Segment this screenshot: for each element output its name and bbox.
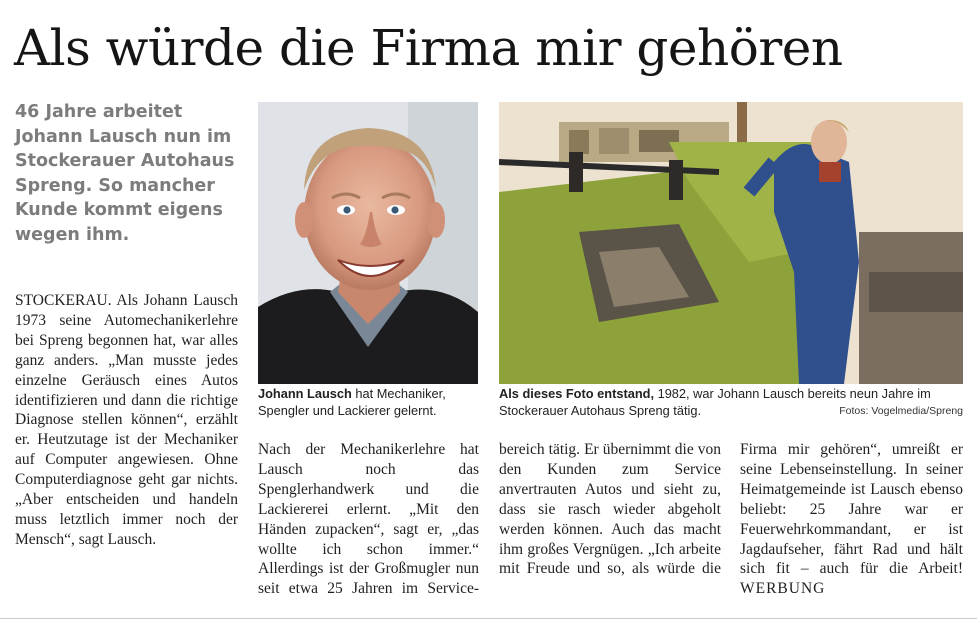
advertisement-tag: WERBUNG (740, 580, 826, 598)
article-column-1 (15, 291, 238, 550)
column-3-text: bereich tätig. Er übernimmt die von den Kunden zum Service anvertrauten Autos und sieht zu, dass sie rasch wieder abgeholt werden können. Auch das macht ihm großes Vergnügen. „Ich arbeite mit Freude und so, als würde die (499, 441, 721, 578)
caption-1-bold: Johann Lausch (258, 386, 352, 401)
caption-1-text: hat Mechaniker, Spengler und Lackierer gelernt. (258, 386, 446, 418)
headline: Als würde die Firma mir gehören (14, 19, 843, 77)
column-4-body: Firma mir gehören“, umreißt er seine Lebenseinstellung. In seiner Heimatgemeinde ist Lausch ebenso beliebt: 25 Jahre war er Feuerwehrkommandant, er ist Jagdaufseher, fährt Rad und hält sich fit – auch für die Arbeit! (740, 441, 963, 578)
photo-credit: Fotos: Vogelmedia/Spreng (839, 405, 963, 417)
portrait-caption (258, 386, 480, 419)
article-column-4 (740, 440, 963, 599)
article-column-3 (499, 440, 721, 579)
workshop-photo-1982 (499, 102, 963, 384)
caption-2-text: 1982, war Johann Lausch bereits neun Jahre im Stockerauer Autohaus Spreng tätig. (499, 386, 931, 418)
workshop-illustration (499, 102, 963, 384)
column-1-text: STOCKERAU. Als Johann Lausch 1973 seine Automechanikerlehre bei Spreng begonnen hat, war alles ganz anders. „Man musste jedes einzelne Geräusch eines Autos identifizieren und dann die richtige Diagnose stellen können“, erzählt er. Heutzutage ist der Mechaniker auf Computer angewiesen. Ohne Computerdiagnose geht gar nichts. „Aber entscheiden und handeln muss letztlich immer noch der Mensch“, sagt Lausch. (15, 292, 238, 548)
article-column-2 (258, 440, 479, 599)
column-2-text: Nach der Mechanikerlehre hat Lausch noch das Spenglerhandwerk und die Lackiererei erlernt. „Mit den Händen zupacken“, sagt er, „das wollte ich schon immer.“ Allerdings ist der Großmugler nun seit etwa 25 Jahren im Service- (258, 441, 479, 598)
column-4-text (740, 440, 963, 599)
bottom-rule (0, 618, 977, 619)
caption-2-bold: Als dieses Foto entstand, (499, 386, 655, 401)
lead-paragraph: 46 Jahre arbeitet Johann Lausch nun im Stockerauer Autohaus Spreng. So mancher Kunde kommt eigens wegen ihm. (15, 102, 235, 245)
portrait-photo (258, 102, 478, 384)
portrait-illustration (258, 102, 478, 384)
